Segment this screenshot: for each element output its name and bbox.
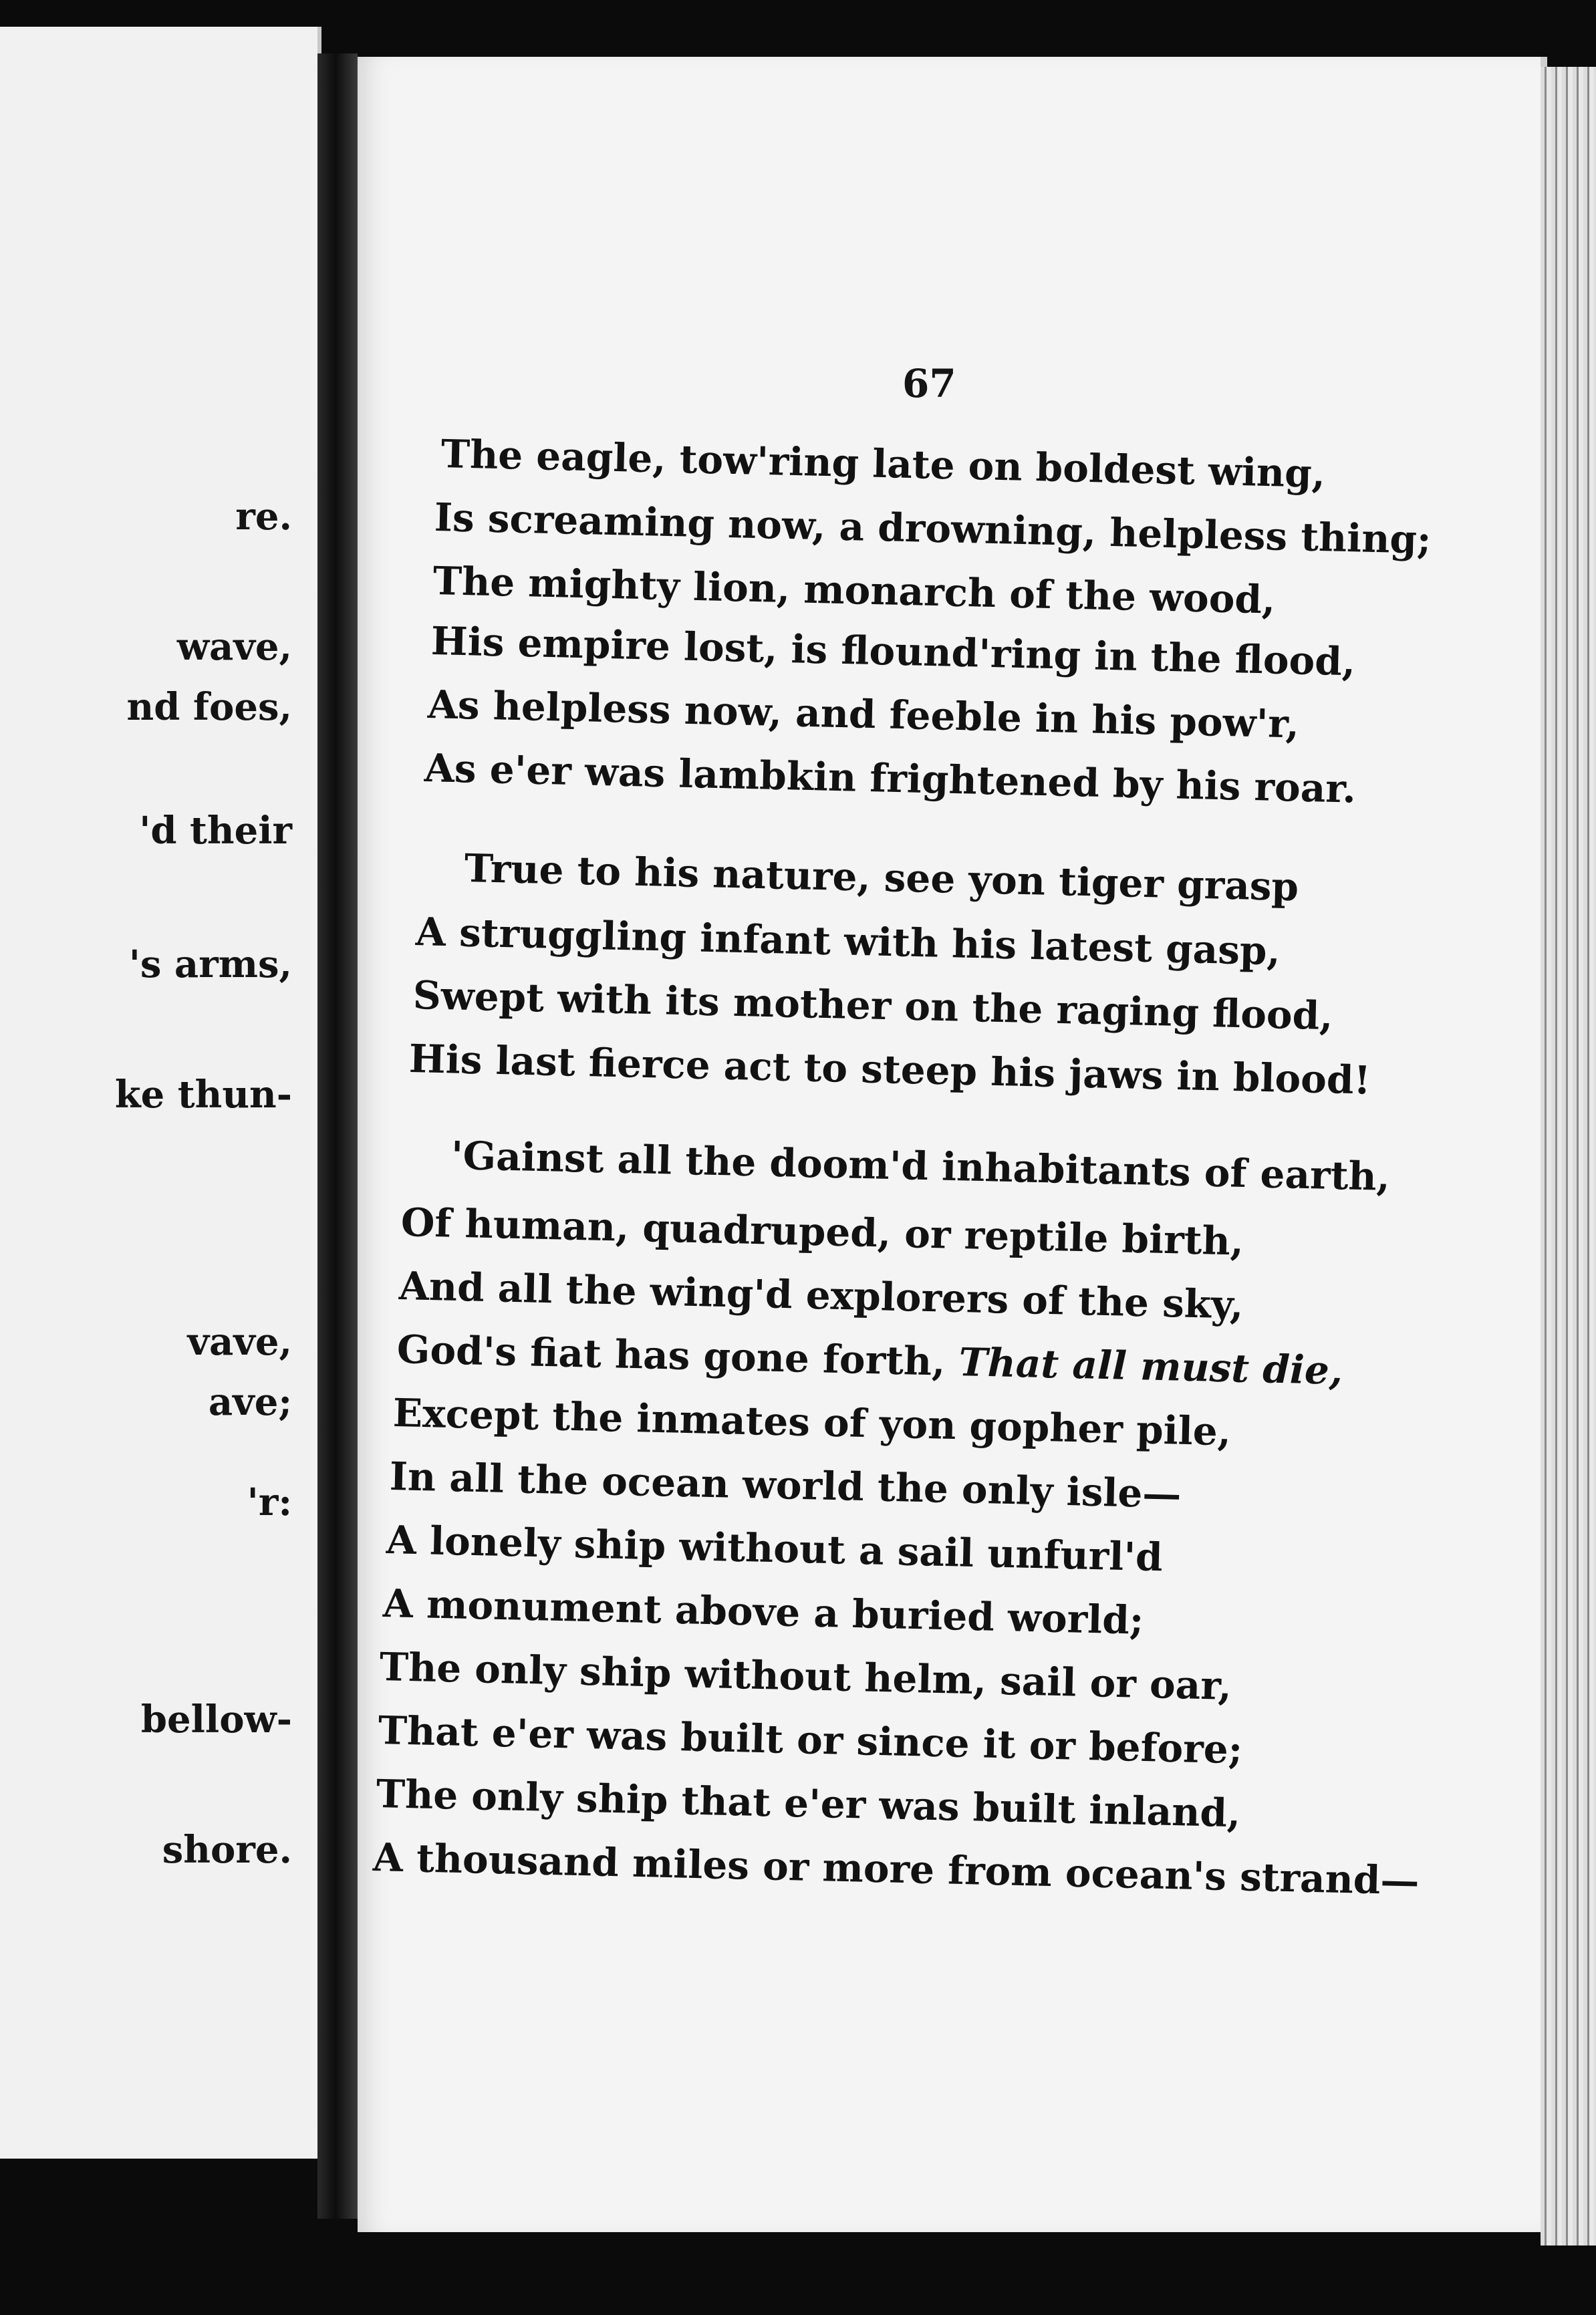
left-fragment: bellow-: [140, 1697, 292, 1742]
left-fragment: 's arms,: [128, 942, 292, 986]
poem-line: That e'er was built or since it or before;: [378, 1708, 1243, 1773]
poem-line: The eagle, tow'ring late on boldest wing,: [440, 431, 1326, 497]
poem-line: His last fierce act to steep his jaws in blood!: [408, 1036, 1371, 1103]
poem-line: Is screaming now, a drowning, helpless thing;: [434, 495, 1432, 563]
poem-line: A monument above a buried world;: [382, 1581, 1145, 1643]
poem-line: 'Gainst all the doom'd inhabitants of earth,: [450, 1133, 1391, 1200]
left-fragment: vave,: [187, 1320, 292, 1364]
poem-line: The only ship that e'er was built inland,: [376, 1771, 1241, 1836]
page-number: 67: [902, 361, 956, 406]
poem-line: The mighty lion, monarch of the wood,: [432, 558, 1276, 623]
left-fragment: ave;: [208, 1380, 292, 1424]
left-fragment: 'r:: [247, 1480, 292, 1524]
poem-line: In all the ocean world the only isle—: [389, 1454, 1182, 1517]
poem-line: His empire lost, is flound'ring in the flood,: [430, 618, 1356, 685]
left-fragment: shore.: [162, 1828, 292, 1872]
book-gutter: [317, 53, 358, 2219]
left-fragment: ke thun-: [114, 1073, 292, 1117]
poem-line: Of human, quadruped, or reptile birth,: [400, 1200, 1244, 1264]
poem-line: A thousand miles or more from ocean's strand—: [372, 1834, 1420, 1904]
poem-line-text: God's fiat has gone forth,: [396, 1327, 946, 1385]
poem-line: Except the inmates of yon gopher pile,: [392, 1390, 1232, 1455]
left-fragment: re.: [235, 495, 292, 539]
poem-line: As e'er was lambkin frightened by his roar.: [424, 745, 1357, 812]
left-fragment: wave,: [176, 625, 292, 669]
poem-line: A struggling infant with his latest gasp,: [415, 909, 1281, 974]
left-fragment: 'd their: [139, 809, 292, 853]
poem-line: And all the wing'd explorers of the sky,: [398, 1263, 1244, 1328]
page-edges: [1541, 67, 1596, 2245]
left-fragment: nd foes,: [126, 685, 292, 729]
poem-line: True to his nature, see yon tiger grasp: [464, 845, 1299, 910]
left-page-edge: [0, 27, 321, 2159]
poem-line: Swept with its mother on the raging flood,: [412, 972, 1334, 1039]
poem-line: The only ship without helm, sail or oar,: [379, 1644, 1232, 1709]
poem-line: As helpless now, and feeble in his pow'r,: [427, 682, 1300, 747]
poem-italic-phrase: That all must die,: [958, 1339, 1343, 1394]
poem-line: A lonely ship without a sail unfurl'd: [386, 1517, 1164, 1581]
